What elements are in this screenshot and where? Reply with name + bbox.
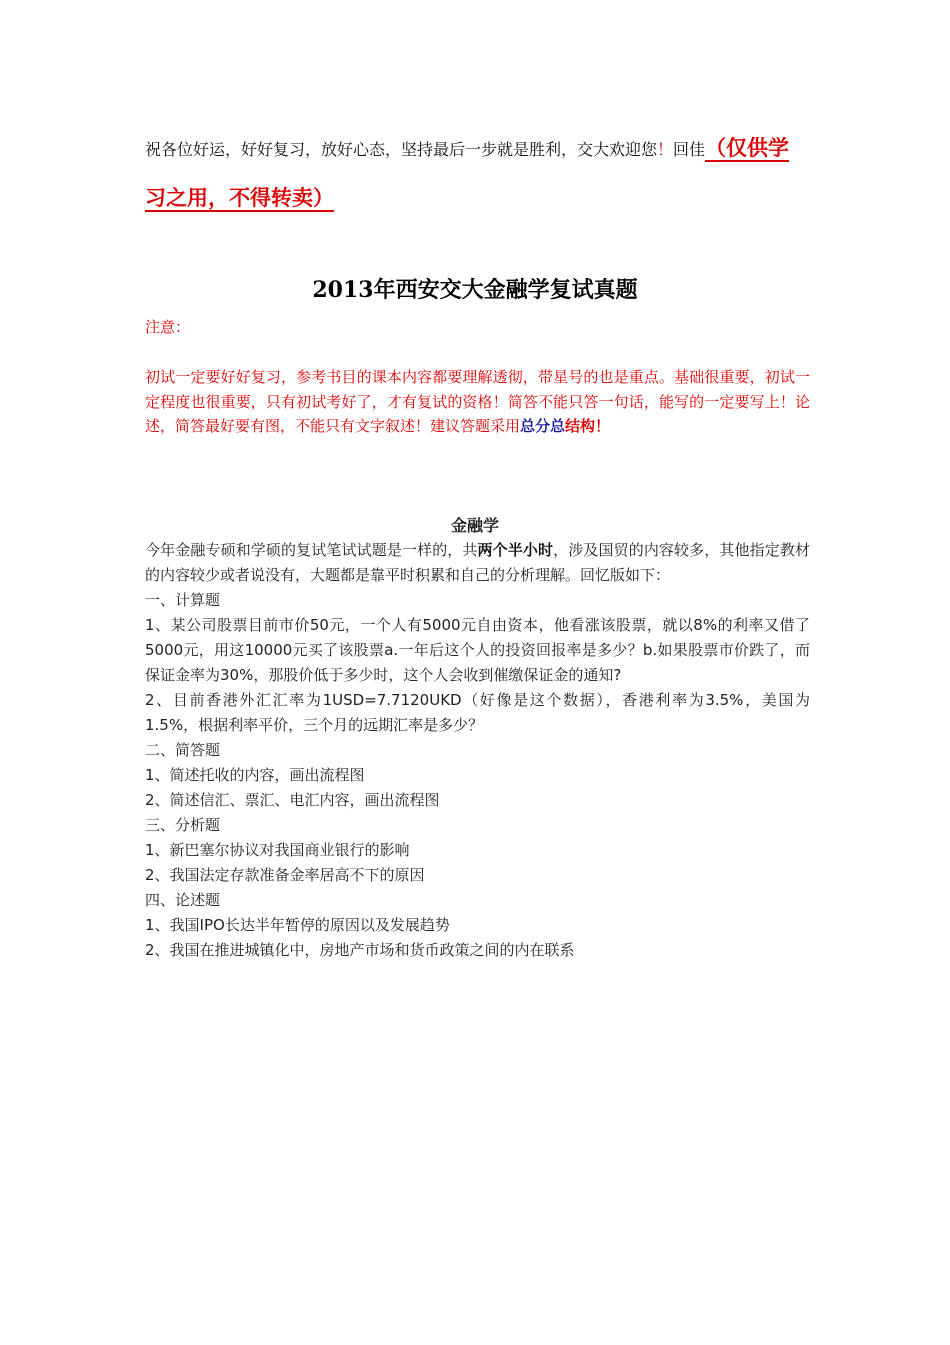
question-calc-2: 2、目前香港外汇汇率为1USD=7.7120UKD（好像是这个数据），香港利率为3.5%，美国为1.5%，根据利率平价，三个月的远期汇率是多少？ (145, 691, 810, 734)
intro-exclaim: ！ (657, 140, 674, 159)
question-essay-1: 1、我国IPO长达半年暂停的原因以及发展趋势 (145, 916, 450, 934)
question-short-2: 2、简述信汇、票汇、电汇内容，画出流程图 (145, 791, 440, 809)
part-heading-analysis: 三、分析题 (145, 816, 221, 834)
section-intro-a: 今年金融专硕和学硕的复试笔试试题是一样的，共 (145, 541, 478, 559)
question-essay-2: 2、我国在推进城镇化中，房地产市场和货币政策之间的内在联系 (145, 941, 575, 959)
part-heading-short: 二、简答题 (145, 741, 221, 759)
intro-wish-text: 祝各位好运，好好复习，放好心态，坚持最后一步就是胜利，交大欢迎您 (145, 140, 658, 159)
part-heading-essay: 四、论述题 (145, 891, 221, 909)
page-title: 2013年西安交大金融学复试真题 (312, 277, 638, 303)
part-heading-calc: 一、计算题 (145, 591, 221, 609)
section-title: 金融学 (450, 516, 499, 535)
question-calc-1: 1、某公司股票目前市价50元，一个人有5000元自由资本，他看涨该股票，就以8%的利率又借了5000元，用这10000元买了该股票a.一年后这个人的投资回报率是多少？b.如果股票市价跌了，而保证金率为30%，那股价低于多少时，这个人会收到催缴保证金的通知? (145, 616, 810, 684)
question-analysis-2: 2、我国法定存款准备金率居高不下的原因 (145, 866, 425, 884)
notice-highlight-blue: 总分总 (520, 417, 566, 435)
intro-reply: 回佳 (673, 140, 706, 159)
intro-paragraph (145, 124, 810, 224)
notice-highlight-red: 结构！ (565, 417, 611, 435)
notice-body-text: 初试一定要好好复习，参考书目的课本内容都要理解透彻，带星号的也是重点。基础很重要，初试一定程度也很重要，只有初试考好了，才有复试的资格！简答不能只答一句话，能写的一定要写上！论述，简答最好要有图，不能只有文字叙述！建议答题采用 (145, 368, 810, 435)
question-short-1: 1、简述托收的内容，画出流程图 (145, 766, 365, 784)
section-content (145, 538, 810, 963)
question-analysis-1: 1、新巴塞尔协议对我国商业银行的影响 (145, 841, 410, 859)
notice-body (145, 365, 810, 439)
notice-label: 注意： (145, 318, 191, 336)
section-intro-bold: 两个半小时 (477, 541, 554, 559)
section-intro (145, 538, 810, 588)
intro-disclaimer: （仅供学习之用，不得转卖） (145, 135, 790, 210)
section-intro-b: ，涉及国贸的内容较多，其他指定教材的内容较少或者说没有，大题都是靠平时积累和自己的分析理解。回忆版如下： (145, 541, 810, 584)
